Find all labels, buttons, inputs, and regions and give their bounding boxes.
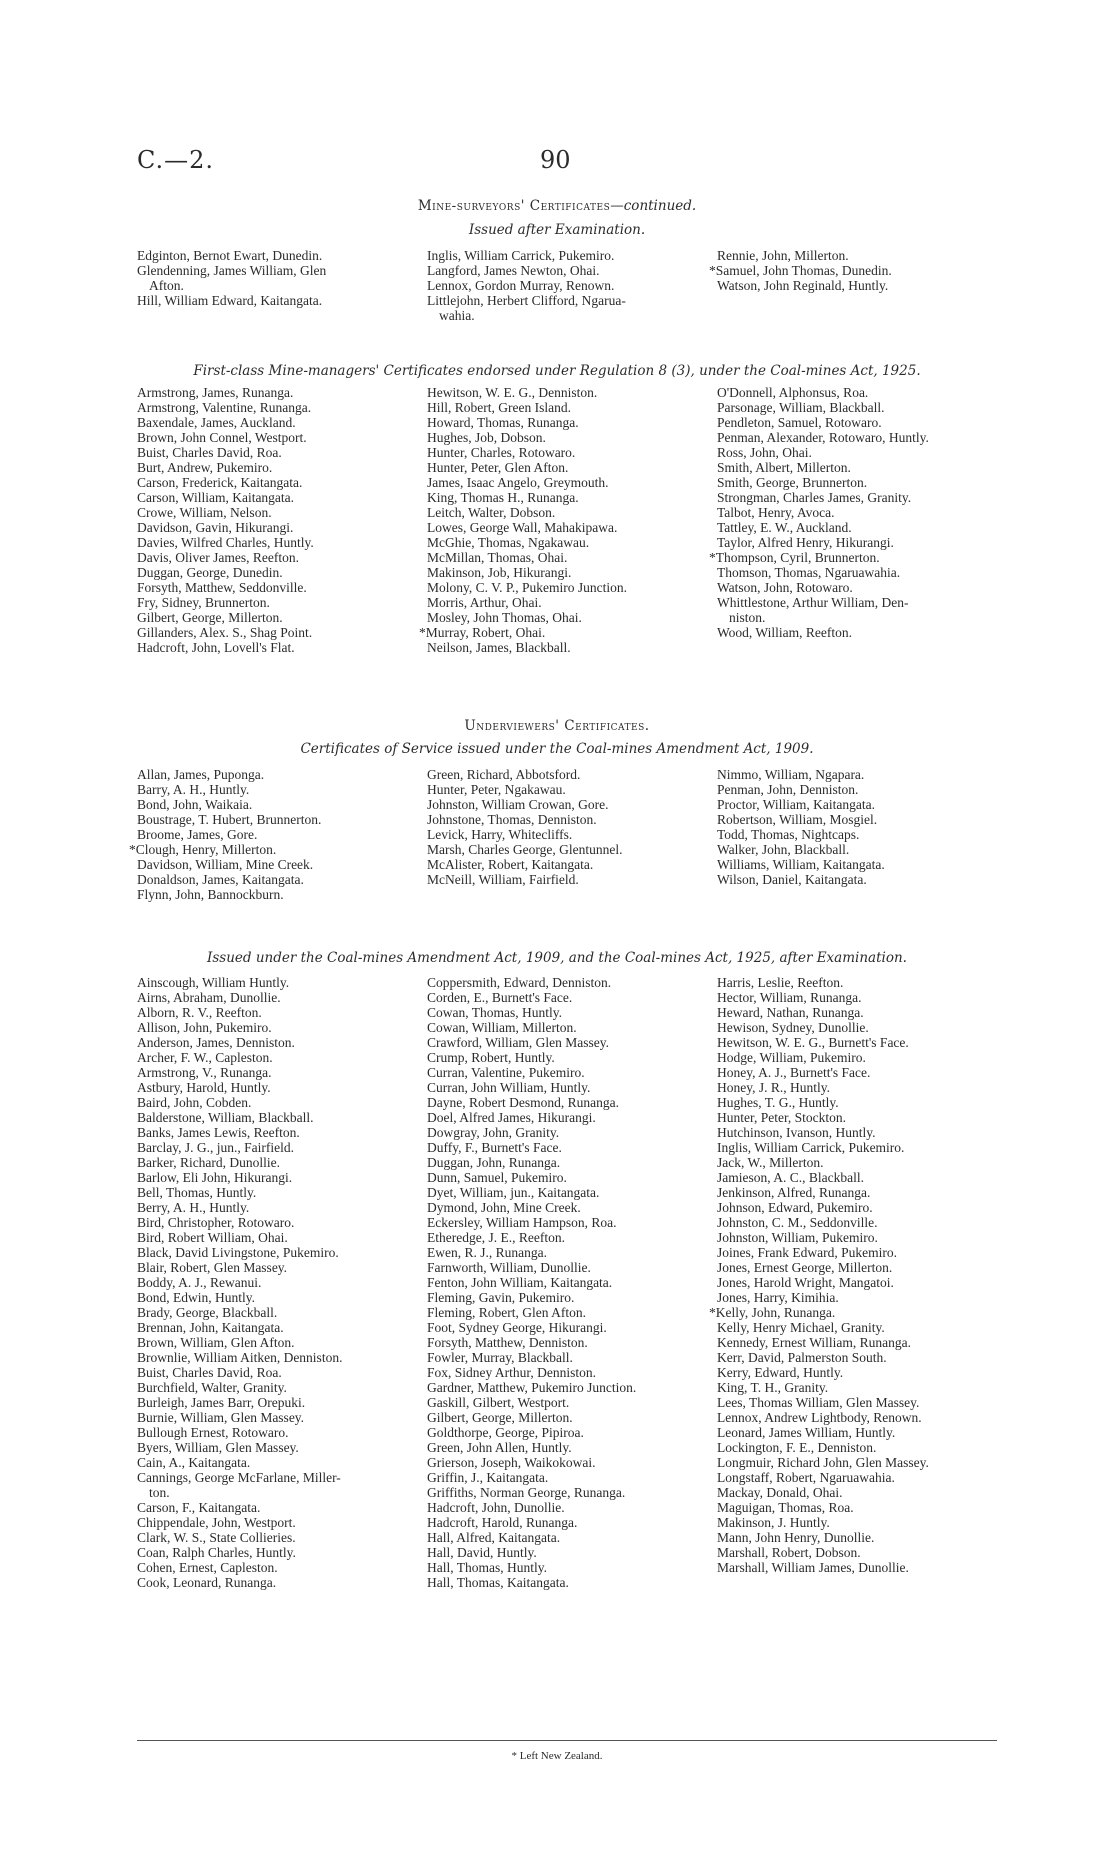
- list-item: Penman, John, Denniston.: [717, 782, 859, 797]
- list-item: Makinson, Job, Hikurangi.: [427, 565, 572, 580]
- list-item: Chippendale, John, Westport.: [137, 1515, 296, 1530]
- list-item: Lowes, George Wall, Mahakipawa.: [427, 520, 618, 535]
- list-item: Gardner, Matthew, Pukemiro Junction.: [427, 1380, 637, 1395]
- list-item: Mosley, John Thomas, Ohai.: [427, 610, 582, 625]
- list-item: Talbot, Henry, Avoca.: [717, 505, 835, 520]
- list-item: Lees, Thomas William, Glen Massey.: [717, 1395, 920, 1410]
- list-item: Brown, John Connel, Westport.: [137, 430, 307, 445]
- section1-column: [427, 248, 717, 323]
- list-item: Edginton, Bernot Ewart, Dunedin.: [137, 248, 323, 263]
- list-item: Johnson, Edward, Pukemiro.: [717, 1200, 873, 1215]
- list-item: Bell, Thomas, Huntly.: [137, 1185, 257, 1200]
- list-item: Eckersley, William Hampson, Roa.: [427, 1215, 617, 1230]
- list-item: Doel, Alfred James, Hikurangi.: [427, 1110, 596, 1125]
- list-item: Honey, A. J., Burnett's Face.: [717, 1065, 871, 1080]
- list-item: Jenkinson, Alfred, Runanga.: [717, 1185, 871, 1200]
- list-item: Carson, Frederick, Kaitangata.: [137, 475, 303, 490]
- list-item: Baxendale, James, Auckland.: [137, 415, 296, 430]
- list-item: Hughes, Job, Dobson.: [427, 430, 546, 445]
- list-item: Airns, Abraham, Dunollie.: [137, 990, 281, 1005]
- list-item: Inglis, William Carrick, Pukemiro.: [427, 248, 615, 263]
- section1-column: [137, 248, 427, 323]
- list-item: Howard, Thomas, Runanga.: [427, 415, 579, 430]
- list-item: Allan, James, Puponga.: [137, 767, 265, 782]
- section2-heading: First-class Mine-managers' Certificates endorsed under Regulation 8 (3), under the Coal-mines Act, 1925.: [193, 363, 921, 379]
- list-item: wahia.: [439, 308, 475, 323]
- list-item: Green, Richard, Abbotsford.: [427, 767, 581, 782]
- section3-subtitle: Certificates of Service issued under the Coal-mines Amendment Act, 1909.: [300, 741, 814, 757]
- list-item: Kerry, Edward, Huntly.: [717, 1365, 844, 1380]
- list-item: Hall, Thomas, Kaitangata.: [427, 1575, 569, 1590]
- list-item: Barry, A. H., Huntly.: [137, 782, 250, 797]
- list-item: Hunter, Peter, Glen Afton.: [427, 460, 569, 475]
- list-item: Burchfield, Walter, Granity.: [137, 1380, 287, 1395]
- list-item: Langford, James Newton, Ohai.: [427, 263, 600, 278]
- list-item: Hodge, William, Pukemiro.: [717, 1050, 866, 1065]
- list-item: Farnworth, William, Dunollie.: [427, 1260, 591, 1275]
- list-item: Marshall, William James, Dunollie.: [717, 1560, 909, 1575]
- list-item: Burnie, William, Glen Massey.: [137, 1410, 305, 1425]
- list-item: Griffiths, Norman George, Runanga.: [427, 1485, 626, 1500]
- list-item: Neilson, James, Blackball.: [427, 640, 571, 655]
- list-item: Hutchinson, Ivanson, Huntly.: [717, 1125, 876, 1140]
- list-item: Curran, John William, Huntly.: [427, 1080, 591, 1095]
- list-item: Baird, John, Cobden.: [137, 1095, 252, 1110]
- section1-title: [0, 198, 1114, 214]
- section2-column: [709, 385, 997, 655]
- list-item: Lennox, Andrew Lightbody, Renown.: [717, 1410, 922, 1425]
- list-item: Forsyth, Matthew, Seddonville.: [137, 580, 307, 595]
- list-item: Mackay, Donald, Ohai.: [717, 1485, 843, 1500]
- list-item: Duggan, John, Runanga.: [427, 1155, 561, 1170]
- list-item: Barker, Richard, Dunollie.: [137, 1155, 281, 1170]
- list-item: Gilbert, George, Millerton.: [427, 1410, 573, 1425]
- list-item: Hunter, Peter, Ngakawau.: [427, 782, 566, 797]
- list-item: *Kelly, John, Runanga.: [709, 1305, 836, 1320]
- list-item: Fowler, Murray, Blackball.: [427, 1350, 573, 1365]
- list-item: Honey, J. R., Huntly.: [717, 1080, 830, 1095]
- list-item: Gillanders, Alex. S., Shag Point.: [137, 625, 313, 640]
- list-item: Marshall, Robert, Dobson.: [717, 1545, 861, 1560]
- list-item: Berry, A. H., Huntly.: [137, 1200, 250, 1215]
- list-item: Barlow, Eli John, Hikurangi.: [137, 1170, 293, 1185]
- list-item: Lockington, F. E., Denniston.: [717, 1440, 877, 1455]
- list-item: Alborn, R. V., Reefton.: [137, 1005, 262, 1020]
- list-item: Leonard, James William, Huntly.: [717, 1425, 896, 1440]
- list-item: Bond, Edwin, Huntly.: [137, 1290, 255, 1305]
- list-item: Etheredge, J. E., Reefton.: [427, 1230, 565, 1245]
- list-item: Longstaff, Robert, Ngaruawahia.: [717, 1470, 895, 1485]
- list-item: Jones, Harry, Kimihia.: [717, 1290, 839, 1305]
- section1-title-caps: Mine-surveyors' Certificates: [417, 198, 611, 214]
- list-item: Dowgray, John, Granity.: [427, 1125, 560, 1140]
- list-item: Bird, Robert William, Ohai.: [137, 1230, 288, 1245]
- list-item: Jones, Harold Wright, Mangatoi.: [717, 1275, 894, 1290]
- list-item: Goldthorpe, George, Pipiroa.: [427, 1425, 584, 1440]
- list-item: Fleming, Gavin, Pukemiro.: [427, 1290, 575, 1305]
- document-code: C.—2.: [137, 146, 215, 174]
- list-item: Wood, William, Reefton.: [717, 625, 852, 640]
- list-item: Green, John Allen, Huntly.: [427, 1440, 572, 1455]
- list-item: Hall, Thomas, Huntly.: [427, 1560, 547, 1575]
- list-item: Heward, Nathan, Runanga.: [717, 1005, 864, 1020]
- list-item: Nimmo, William, Ngapara.: [717, 767, 865, 782]
- list-item: Brady, George, Blackball.: [137, 1305, 278, 1320]
- list-item: Buist, Charles David, Roa.: [137, 1365, 282, 1380]
- list-item: Boustrage, T. Hubert, Brunnerton.: [137, 812, 322, 827]
- list-item: Carson, F., Kaitangata.: [137, 1500, 261, 1515]
- list-item: Harris, Leslie, Reefton.: [717, 975, 844, 990]
- list-item: Black, David Livingstone, Pukemiro.: [137, 1245, 339, 1260]
- list-item: Hughes, T. G., Huntly.: [717, 1095, 839, 1110]
- list-item: Davies, Wilfred Charles, Huntly.: [137, 535, 314, 550]
- list-item: Hewitson, W. E. G., Burnett's Face.: [717, 1035, 909, 1050]
- list-item: Hunter, Charles, Rotowaro.: [427, 445, 576, 460]
- list-item: Jack, W., Millerton.: [717, 1155, 824, 1170]
- list-item: Boddy, A. J., Rewanui.: [137, 1275, 262, 1290]
- list-item: Coppersmith, Edward, Denniston.: [427, 975, 612, 990]
- list-item: Strongman, Charles James, Granity.: [717, 490, 912, 505]
- list-item: Hall, Alfred, Kaitangata.: [427, 1530, 561, 1545]
- list-item: *Samuel, John Thomas, Dunedin.: [709, 263, 892, 278]
- list-item: *Murray, Robert, Ohai.: [419, 625, 546, 640]
- list-item: *Clough, Henry, Millerton.: [129, 842, 277, 857]
- list-item: Penman, Alexander, Rotowaro, Huntly.: [717, 430, 929, 445]
- list-item: Hill, Robert, Green Island.: [427, 400, 571, 415]
- list-item: Ainscough, William Huntly.: [137, 975, 290, 990]
- section3-column: [129, 767, 427, 902]
- list-item: Archer, F. W., Capleston.: [137, 1050, 273, 1065]
- list-item: Lennox, Gordon Murray, Renown.: [427, 278, 615, 293]
- list-item: Burleigh, James Barr, Orepuki.: [137, 1395, 306, 1410]
- list-item: Brownlie, William Aitken, Denniston.: [137, 1350, 343, 1365]
- list-item: McNeill, William, Fairfield.: [427, 872, 579, 887]
- section4-list: [137, 975, 997, 1590]
- footnote-rule: [137, 1740, 997, 1741]
- list-item: McGhie, Thomas, Ngakawau.: [427, 535, 590, 550]
- list-item: Brennan, John, Kaitangata.: [137, 1320, 284, 1335]
- list-item: Ross, John, Ohai.: [717, 445, 812, 460]
- list-item: Davis, Oliver James, Reefton.: [137, 550, 299, 565]
- list-item: Broome, James, Gore.: [137, 827, 258, 842]
- list-item: Donaldson, James, Kaitangata.: [137, 872, 304, 887]
- list-item: Griffin, J., Kaitangata.: [427, 1470, 549, 1485]
- list-item: Dayne, Robert Desmond, Runanga.: [427, 1095, 619, 1110]
- list-item: Joines, Frank Edward, Pukemiro.: [717, 1245, 897, 1260]
- list-item: Kerr, David, Palmerston South.: [717, 1350, 887, 1365]
- list-item: Whittlestone, Arthur William, Den-: [717, 595, 909, 610]
- section2-column: [419, 385, 717, 655]
- list-item: Watson, John, Rotowaro.: [717, 580, 853, 595]
- section4-heading: Issued under the Coal-mines Amendment Act, 1909, and the Coal-mines Act, 1925, after Examination.: [207, 950, 907, 966]
- list-item: Astbury, Harold, Huntly.: [137, 1080, 271, 1095]
- list-item: *Thompson, Cyril, Brunnerton.: [709, 550, 880, 565]
- section1-subtitle: Issued after Examination.: [468, 222, 646, 238]
- list-item: Cowan, Thomas, Huntly.: [427, 1005, 562, 1020]
- list-item: Anderson, James, Denniston.: [137, 1035, 295, 1050]
- list-item: niston.: [729, 610, 766, 625]
- section3-list: [129, 767, 997, 902]
- list-item: Hunter, Peter, Stockton.: [717, 1110, 847, 1125]
- list-item: Byers, William, Glen Massey.: [137, 1440, 299, 1455]
- list-item: King, T. H., Granity.: [717, 1380, 829, 1395]
- list-item: Wilson, Daniel, Kaitangata.: [717, 872, 867, 887]
- list-item: Kelly, Henry Michael, Granity.: [717, 1320, 885, 1335]
- list-item: Armstrong, Valentine, Runanga.: [137, 400, 312, 415]
- list-item: O'Donnell, Alphonsus, Roa.: [717, 385, 869, 400]
- section4-column: [137, 975, 427, 1590]
- list-item: Walker, John, Blackball.: [717, 842, 850, 857]
- list-item: Cannings, George McFarlane, Miller-: [137, 1470, 341, 1485]
- section1-title-cont: —continued.: [610, 198, 697, 214]
- list-item: Johnston, C. M., Seddonville.: [717, 1215, 878, 1230]
- list-item: Fry, Sidney, Brunnerton.: [137, 595, 270, 610]
- list-item: Levick, Harry, Whitecliffs.: [427, 827, 573, 842]
- list-item: Todd, Thomas, Nightcaps.: [717, 827, 860, 842]
- list-item: Hadcroft, John, Dunollie.: [427, 1500, 565, 1515]
- list-item: Glendenning, James William, Glen: [137, 263, 327, 278]
- list-item: Johnston, William, Pukemiro.: [717, 1230, 878, 1245]
- section3-title: Underviewers' Certificates.: [464, 718, 650, 734]
- list-item: Thomson, Thomas, Ngaruawahia.: [717, 565, 901, 580]
- section4-column: [427, 975, 717, 1590]
- list-item: Inglis, William Carrick, Pukemiro.: [717, 1140, 905, 1155]
- list-item: Balderstone, William, Blackball.: [137, 1110, 314, 1125]
- list-item: Jamieson, A. C., Blackball.: [717, 1170, 864, 1185]
- list-item: Bond, John, Waikaia.: [137, 797, 253, 812]
- section1-list: [137, 248, 997, 323]
- list-item: Afton.: [149, 278, 184, 293]
- section3-column: [427, 767, 717, 902]
- list-item: Duffy, F., Burnett's Face.: [427, 1140, 562, 1155]
- list-item: Foot, Sydney George, Hikurangi.: [427, 1320, 607, 1335]
- list-item: Burt, Andrew, Pukemiro.: [137, 460, 273, 475]
- list-item: Cowan, William, Millerton.: [427, 1020, 577, 1035]
- list-item: Robertson, William, Mosgiel.: [717, 812, 878, 827]
- list-item: Hadcroft, Harold, Runanga.: [427, 1515, 578, 1530]
- list-item: Marsh, Charles George, Glentunnel.: [427, 842, 623, 857]
- list-item: Dunn, Samuel, Pukemiro.: [427, 1170, 567, 1185]
- list-item: Grierson, Joseph, Waikokowai.: [427, 1455, 596, 1470]
- list-item: Crawford, William, Glen Massey.: [427, 1035, 610, 1050]
- list-item: Dymond, John, Mine Creek.: [427, 1200, 581, 1215]
- section4-column: [709, 975, 997, 1590]
- list-item: McMillan, Thomas, Ohai.: [427, 550, 568, 565]
- list-item: Smith, George, Brunnerton.: [717, 475, 868, 490]
- list-item: Proctor, William, Kaitangata.: [717, 797, 875, 812]
- list-item: Cohen, Ernest, Capleston.: [137, 1560, 278, 1575]
- list-item: Brown, William, Glen Afton.: [137, 1335, 295, 1350]
- list-item: Gilbert, George, Millerton.: [137, 610, 283, 625]
- list-item: Smith, Albert, Millerton.: [717, 460, 851, 475]
- list-item: Fenton, John William, Kaitangata.: [427, 1275, 613, 1290]
- list-item: Hewison, Sydney, Dunollie.: [717, 1020, 869, 1035]
- list-item: Hector, William, Runanga.: [717, 990, 862, 1005]
- list-item: Johnstone, Thomas, Denniston.: [427, 812, 597, 827]
- list-item: Flynn, John, Bannockburn.: [137, 887, 284, 902]
- footnote: * Left New Zealand.: [511, 1750, 603, 1762]
- list-item: Gaskill, Gilbert, Westport.: [427, 1395, 570, 1410]
- list-item: Cain, A., Kaitangata.: [137, 1455, 251, 1470]
- list-item: Davidson, William, Mine Creek.: [137, 857, 314, 872]
- list-item: Rennie, John, Millerton.: [717, 248, 849, 263]
- list-item: Hadcroft, John, Lovell's Flat.: [137, 640, 295, 655]
- list-item: Jones, Ernest George, Millerton.: [717, 1260, 893, 1275]
- list-item: King, Thomas H., Runanga.: [427, 490, 579, 505]
- list-item: Taylor, Alfred Henry, Hikurangi.: [717, 535, 894, 550]
- section2-list: [137, 385, 997, 655]
- list-item: Williams, William, Kaitangata.: [717, 857, 885, 872]
- list-item: Leitch, Walter, Dobson.: [427, 505, 556, 520]
- list-item: Pendleton, Samuel, Rotowaro.: [717, 415, 882, 430]
- list-item: Maguigan, Thomas, Roa.: [717, 1500, 854, 1515]
- list-item: Littlejohn, Herbert Clifford, Ngarua-: [427, 293, 626, 308]
- list-item: Parsonage, William, Blackball.: [717, 400, 885, 415]
- list-item: Coan, Ralph Charles, Huntly.: [137, 1545, 296, 1560]
- list-item: Crowe, William, Nelson.: [137, 505, 272, 520]
- list-item: Barclay, J. G., jun., Fairfield.: [137, 1140, 294, 1155]
- list-item: Hill, William Edward, Kaitangata.: [137, 293, 323, 308]
- list-item: Curran, Valentine, Pukemiro.: [427, 1065, 585, 1080]
- list-item: Davidson, Gavin, Hikurangi.: [137, 520, 294, 535]
- list-item: Morris, Arthur, Ohai.: [427, 595, 542, 610]
- list-item: McAlister, Robert, Kaitangata.: [427, 857, 594, 872]
- list-item: Makinson, J. Huntly.: [717, 1515, 830, 1530]
- list-item: Blair, Robert, Glen Massey.: [137, 1260, 288, 1275]
- list-item: Longmuir, Richard John, Glen Massey.: [717, 1455, 929, 1470]
- list-item: Banks, James Lewis, Reefton.: [137, 1125, 300, 1140]
- list-item: Kennedy, Ernest William, Runanga.: [717, 1335, 912, 1350]
- page-number: 90: [540, 146, 571, 174]
- section1-column: [709, 248, 997, 323]
- list-item: Armstrong, V., Runanga.: [137, 1065, 272, 1080]
- section2-column: [137, 385, 427, 655]
- list-item: Buist, Charles David, Roa.: [137, 445, 282, 460]
- list-item: Clark, W. S., State Collieries.: [137, 1530, 296, 1545]
- list-item: ton.: [149, 1485, 170, 1500]
- list-item: Crump, Robert, Huntly.: [427, 1050, 555, 1065]
- list-item: Corden, E., Burnett's Face.: [427, 990, 573, 1005]
- list-item: Fleming, Robert, Glen Afton.: [427, 1305, 586, 1320]
- list-item: Bullough Ernest, Rotowaro.: [137, 1425, 289, 1440]
- list-item: Fox, Sidney Arthur, Denniston.: [427, 1365, 596, 1380]
- list-item: Ewen, R. J., Runanga.: [427, 1245, 547, 1260]
- list-item: Armstrong, James, Runanga.: [137, 385, 294, 400]
- list-item: Tattley, E. W., Auckland.: [717, 520, 852, 535]
- list-item: Bird, Christopher, Rotowaro.: [137, 1215, 295, 1230]
- list-item: Hall, David, Huntly.: [427, 1545, 537, 1560]
- list-item: Hewitson, W. E. G., Denniston.: [427, 385, 598, 400]
- list-item: Duggan, George, Dunedin.: [137, 565, 283, 580]
- list-item: Forsyth, Matthew, Denniston.: [427, 1335, 588, 1350]
- list-item: Allison, John, Pukemiro.: [137, 1020, 272, 1035]
- section3-column: [717, 767, 997, 902]
- list-item: Watson, John Reginald, Huntly.: [717, 278, 889, 293]
- list-item: James, Isaac Angelo, Greymouth.: [427, 475, 609, 490]
- list-item: Johnston, William Crowan, Gore.: [427, 797, 609, 812]
- list-item: Carson, William, Kaitangata.: [137, 490, 295, 505]
- list-item: Molony, C. V. P., Pukemiro Junction.: [427, 580, 628, 595]
- list-item: Dyet, William, jun., Kaitangata.: [427, 1185, 600, 1200]
- list-item: Cook, Leonard, Runanga.: [137, 1575, 277, 1590]
- list-item: Mann, John Henry, Dunollie.: [717, 1530, 875, 1545]
